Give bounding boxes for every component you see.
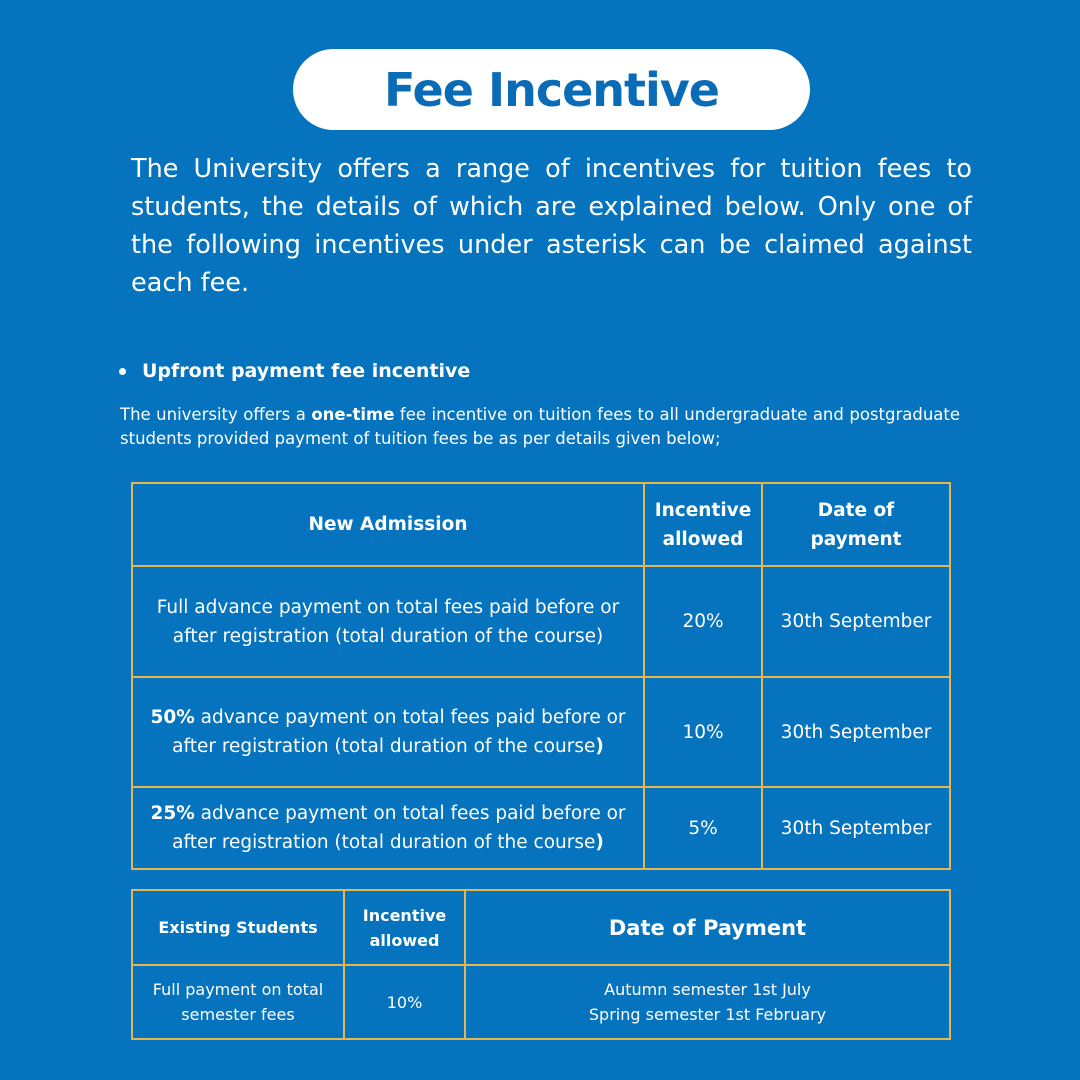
row-bold-paren: ) — [595, 832, 604, 853]
row-date: 30th September — [762, 787, 950, 869]
new-admission-table — [131, 482, 951, 870]
header-date-of-payment: Date of payment — [762, 483, 950, 566]
intro-paragraph: The University offers a range of incentives for tuition fees to students, the details of which are explained below. Only one of the following incentives under asterisk can be claimed against each fee. — [131, 154, 972, 298]
table-row — [132, 965, 950, 1039]
desc-text-bold: one-time — [311, 405, 395, 424]
row-incentive: 10% — [644, 677, 762, 787]
section-description — [120, 403, 960, 451]
row-incentive: 10% — [344, 965, 465, 1039]
row-bold-percent: 50% — [150, 707, 195, 728]
table-row — [132, 566, 950, 677]
header-incentive-allowed: Incentive allowed — [344, 890, 465, 965]
table-row — [132, 787, 950, 869]
row-incentive: 5% — [644, 787, 762, 869]
section-heading — [119, 360, 470, 382]
table-row — [132, 677, 950, 787]
row-date-autumn: Autumn semester 1st July — [604, 980, 811, 999]
row-date — [465, 965, 950, 1039]
title-banner — [293, 49, 810, 130]
row-bold-paren: ) — [595, 736, 604, 757]
row-date: 30th September — [762, 566, 950, 677]
row-description — [132, 566, 644, 677]
row-bold-percent: 25% — [150, 803, 195, 824]
row-text: Full advance payment on total fees paid before or after registration (total duration of the course) — [156, 596, 620, 647]
existing-students-table — [131, 889, 951, 1040]
section-heading-label: Upfront payment fee incentive — [142, 360, 471, 382]
row-description — [132, 787, 644, 869]
row-description: Full payment on total semester fees — [132, 965, 344, 1039]
table-header-row — [132, 483, 950, 566]
table-header-row — [132, 890, 950, 965]
row-description — [132, 677, 644, 787]
header-incentive-allowed: Incentive allowed — [644, 483, 762, 566]
header-existing-students: Existing Students — [132, 890, 344, 965]
page-title: Fee Incentive — [384, 62, 719, 117]
row-date-spring: Spring semester 1st February — [588, 1005, 827, 1024]
row-text: advance payment on total fees paid before or after registration (total duration of the course — [172, 803, 626, 853]
desc-text-end: fee incentive on tuition fees to all undergraduate and postgraduate students provided payment of tuition fees be as per details given below; — [120, 405, 961, 448]
row-text: advance payment on total fees paid before or after registration (total duration of the course — [172, 707, 626, 757]
bullet-icon — [119, 368, 126, 375]
desc-text-start: The university offers a — [120, 405, 312, 424]
header-new-admission: New Admission — [132, 483, 644, 566]
header-date-of-payment: Date of Payment — [465, 890, 950, 965]
row-incentive: 20% — [644, 566, 762, 677]
row-date: 30th September — [762, 677, 950, 787]
